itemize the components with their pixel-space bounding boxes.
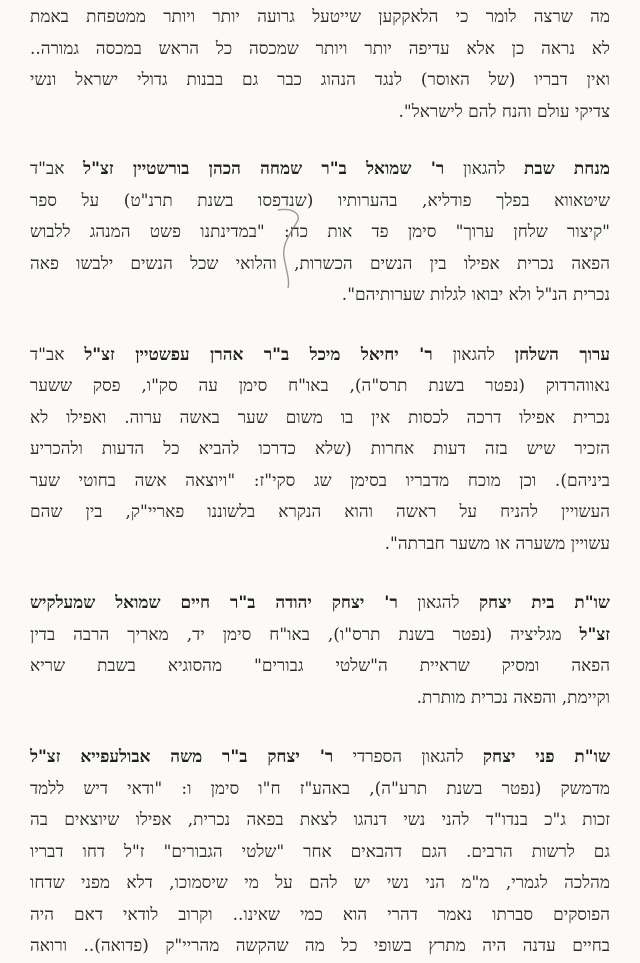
text-line: לא נראה כן אלא עדיפה יותר ויותר שמכסה כל הראש במכסה גמורה.. [30, 38, 610, 59]
text-line: מהלכה לגמרי, מ"מ הני נשי יש להם על מי שיסמוכו, דלא מפני שדחו [30, 873, 610, 893]
author-name: ר' יצחק יהודה ב"ר חיים שמואל שמעלקיש [30, 593, 398, 613]
text-line: נכרית הנ"ל ולא יבואו לגלות שערותיהם". [341, 285, 610, 305]
author-name: ר' שמואל ב"ר שמחה הכהן בורשטיין זצ"ל [83, 159, 445, 179]
source-title: מנחת שבת [524, 159, 610, 179]
paragraph-beit-yitzchak [30, 588, 610, 714]
text-line: מה שרצה לומר כי הלאקקען שייטעל גרועה יותר ויותר ממטפחת באמת [30, 7, 610, 27]
text-line: הפאה נכרית אפילו בין הנשים הכשרות, והלואי שכל הנשים ילבשו פאה [30, 253, 610, 274]
text-line: ואין דבריו (של האוסר) לנגד הנהוג כבר גם בבנות גדולי ישראל ונשי [30, 70, 610, 90]
source-title: ערוך השלחן [514, 344, 610, 365]
text-line: הפאה ומסיק שראיית ה"שלטי גבורים" מהסוגיא בשבת שריא [30, 656, 610, 676]
author-name: ר' יצחק ב"ר משה אבולעפייא זצ"ל [30, 747, 334, 767]
text-line: בחיים עדנה היה מתרץ בשופי כל מה שהקשה מהריי"ק (פדואה).. ורואה [30, 936, 610, 956]
text-line: שו"ת פני יצחק להגאון הספרדי ר' יצחק ב"ר משה אבולעפייא זצ"ל [30, 747, 610, 767]
author-name: ר' יחיאל מיכל ב"ר אהרן עפשטיין זצ"ל [84, 344, 433, 365]
paragraph-aruch-hashulchan [30, 340, 610, 561]
source-title: שו"ת פני יצחק [482, 747, 610, 767]
text-line: ביניהם). וכן מוכח מדבריו בסימן שג סקי"ז: "ויוצאה אשה בחוטי שער [30, 470, 610, 491]
text-line: ערוך השלחן להגאון ר' יחיאל מיכל ב"ר אהרן עפשטיין זצ"ל אב"ד [30, 344, 610, 365]
author-name: זצ"ל [579, 624, 610, 645]
text-line: נכרית אפילו דרכה לכסות אין בו משום שער באשה ערוה. ואפילו לא [30, 407, 610, 428]
paragraph-minchat-shabbat [30, 154, 610, 312]
text-line: זצ"ל מגליציה (נפטר בשנת תרס"ו), באו"ח סימן יד, מאריך הרבה בדין [30, 624, 610, 645]
text-line: מדמשק (נפטר בשנת תרע"ה), באהע"ז ח"ו סימן ו: "ודאי דיש ללמד [30, 778, 610, 799]
text-line: עשויין משערה או משער חברתה". [384, 533, 610, 554]
text-line: "קיצור שלחן ערוך" סימן פד אות כח: "במדינתנו פשט המנהג ללבוש [30, 222, 610, 242]
text-line: זכות ג"כ בנדו"ד להני נשי דנהגו לצאת בפאה נכרית, אפילו שיוצאים בה [30, 810, 610, 830]
text-line: מנחת שבת להגאון ר' שמואל ב"ר שמחה הכהן בורשטיין זצ"ל אב"ד [30, 159, 610, 179]
text-body [30, 2, 610, 963]
text-line: צדיקי עולם והנח להם לישראל". [398, 101, 610, 122]
text-line: העשויין להניח על ראשה והוא הנקרא בלשוננו פאריי"ק, בין שהם [30, 502, 610, 522]
text-line: שיטאווא בפלך פודליא, בהערותיו (שנדפסו בשנת תרנ"ט) על ספר [30, 190, 610, 211]
paragraph-pnei-yitzchak [30, 742, 610, 963]
text-line: הזכיר שיש בזה דעות אחרות (שלא כדרכו להביא כל הדעות ולהכריע [30, 439, 610, 459]
text-line: גם לרשות הרבים. הגם דהבאים אחר "שלטי הגבורים" ז"ל דחו דבריו [30, 841, 610, 862]
paragraph-1 [30, 2, 610, 128]
text-line: נאווהרדוק (נפטר בשנת תרס"ה), באו"ח סימן עה סק"ו, פסק ששער [30, 376, 610, 396]
text-line: הפוסקים סברתו נאמר דהרי הוא כמי שאינו.. וקרוב לודאי דאם היה [30, 904, 610, 925]
text-line: שו"ת בית יצחק להגאון ר' יצחק יהודה ב"ר חיים שמואל שמעלקיש [30, 593, 610, 613]
text-line: וקיימת, והפאה נכרית מותרת. [416, 687, 610, 708]
source-title: שו"ת בית יצחק [478, 593, 610, 613]
